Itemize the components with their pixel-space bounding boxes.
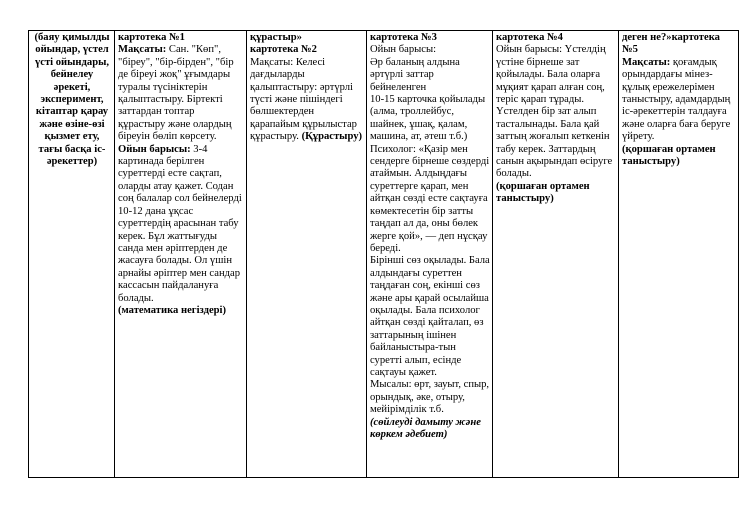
card-2-aim — [250, 57, 364, 144]
card-4-title: картотека №4 — [496, 32, 563, 43]
table-row — [29, 31, 739, 478]
card-5-cell — [619, 31, 739, 478]
activity-types-text: (баяу қимылды ойындар, үстел үсті ойындары, бейнелеу әрекеті, эксперимент, кітаптар қарау және өзіне-өзі қызмет ету, тағы басқа іс-әрекеттер) — [34, 32, 110, 168]
card-1-process-label: Ойын барысы: — [118, 143, 191, 155]
card-5-title: деген не?»картотека №5 — [622, 32, 720, 56]
card-3-title: картотека №3 — [370, 32, 437, 43]
card-3-tag: (сөйлеуді дамыту және көркем әдебиет) — [370, 416, 481, 440]
card-2-tag: (Құрастыру) — [298, 131, 363, 143]
card-1-tag: (математика негіздері) — [118, 304, 227, 316]
card-table — [28, 30, 739, 478]
card-3-line: Ойын барысы: — [370, 44, 437, 56]
card-5-aim — [622, 57, 736, 144]
card-3-cell — [367, 31, 493, 478]
card-3-line: Бірінші сөз оқылады. Бала алдындағы суреттен таңдаған соң, екінші сөз және ары қарай осылайша оқылады. Бала психолог айтқан сөзді қайталап, өз заттарының ішінен байланыстыра-тын суретті алып, есінде сақтауы қажет. — [370, 255, 490, 378]
card-2-title-line2: картотека №2 — [250, 44, 317, 56]
card-1-cell — [115, 31, 247, 478]
card-4-tag: (қоршаған ортамен таныстыру) — [496, 180, 590, 205]
card-3-line: Мысалы: өрт, зауыт, спыр, орындық, әке, отыру, мейірімділік т.б. — [370, 379, 490, 416]
card-3-line: 10-15 карточка қойылады (алма, троллейбус, шайнек, ұшақ, қалам, машина, ат, әтеш т.б.) — [370, 94, 486, 143]
card-1-aim-label: Мақсаты: — [118, 44, 167, 56]
card-3-line: Психолог: «Қазір мен сендерге бірнеше сөздерді атаймын. Алдыңдағы суреттерге қарап, мен айтқан сөзді есте сақтауға көмектесетін бір затты таңдап ал да, оны бөлек жерге қой», — деп нұсқау береді. — [370, 143, 490, 254]
card-1-process-text: 3-4 картинада берілген суреттерді есте сақтап, оларды атау қажет. Содан соң балалар сол бейнелерді 10-12 дана ұқсас суреттердің арасынан табу керек. Бұл жаттығуды санда мен әріптерден де жасауға болады. Ол үшін арнайы әріптер мен сандар кассасын пайдалануға болады. — [118, 143, 242, 304]
card-2-aim-text: Мақсаты: Келесі дағдыларды қалыптастыру: әртүрлі түсті және пішіндегі бөлшектерден қарапайым құрылыстар құрастыру. — [250, 56, 357, 143]
card-2-cell — [247, 31, 367, 478]
card-5-aim-text: қоғамдық орындардағы мінез-құлық ережелерімен таныстыру, адамдардың іс-әрекеттерін талдауға және оларға баға беруге үйрету. — [622, 56, 731, 143]
card-1-aim-text: Сан. "Көп", "біреу", "бір-бірден", "бір де біреуі жоқ" ұғымдары туралы түсініктерін қалыптастыру. Біртекті заттардан топтар құрастыру және олардың біреуін бөліп көрсету. — [118, 44, 234, 143]
activity-types-cell — [29, 31, 115, 478]
card-3-line: Әр баланың алдына әртүрлі заттар бейнеленген — [370, 56, 460, 93]
card-2-title-line1: құрастыр» — [250, 32, 302, 43]
card-4-cell — [493, 31, 619, 478]
card-5-tag: (қоршаған ортамен таныстыру) — [622, 143, 716, 168]
card-1-process — [118, 144, 244, 305]
card-4-body: Ойын барысы: Үстелдің үстіне бірнеше зат қойылады. Бала оларға мұқият қарап алған соң, теріс қарап тұрады. Үстелден бір зат алып тасталынады. Бала қай заттың жоғалып кеткенін табу керек. Заттардың санын ақырындап өсіруге болады. — [496, 44, 613, 180]
card-5-aim-label: Мақсаты: — [622, 56, 671, 68]
card-1-aim — [118, 44, 244, 143]
card-1-title: картотека №1 — [118, 32, 185, 43]
